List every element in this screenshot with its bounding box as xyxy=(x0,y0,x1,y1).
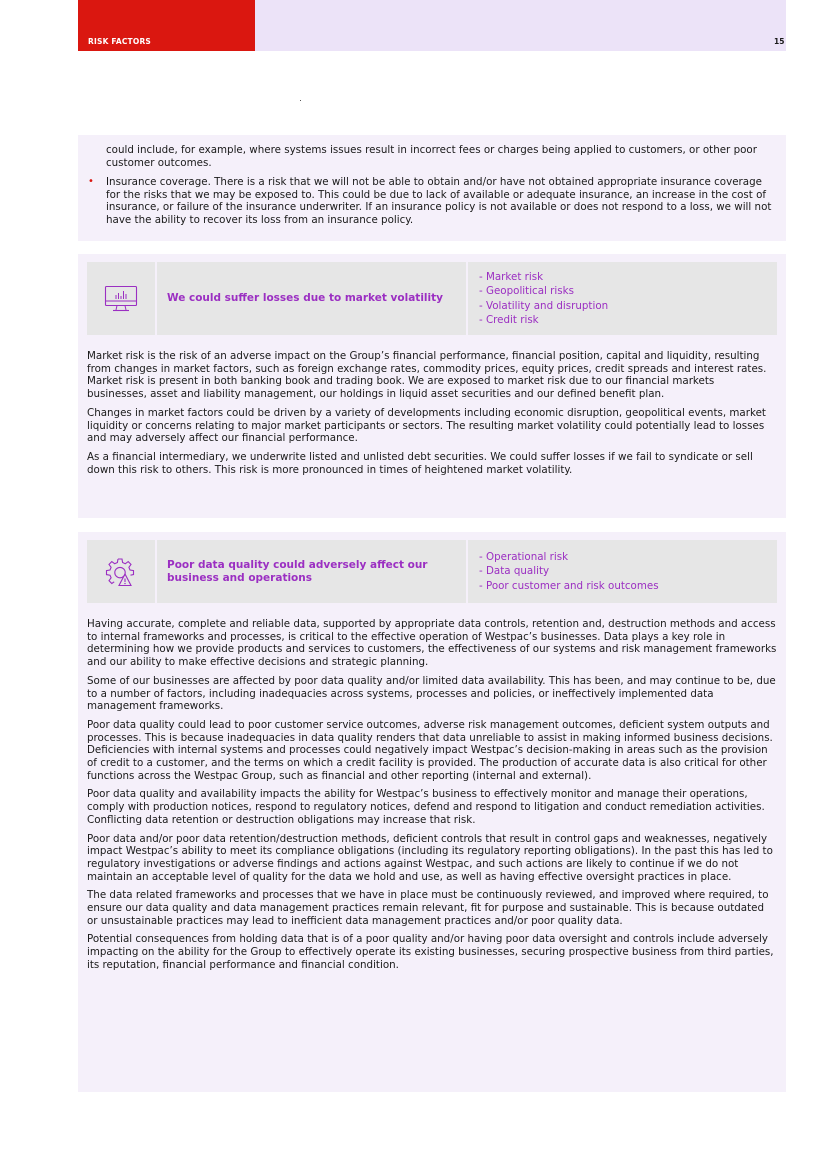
risk-tag: - Data quality xyxy=(479,565,550,578)
body-paragraph: Poor data quality could lead to poor customer service outcomes, adverse risk management outcomes, deficient system outputs and processes. This is because inadequacies in data quality renders that data unreliable to assist in making informed business decisions. Deficiencies with internal systems and processes could negatively impact Westpac’s decision-making in areas such as the provision of credit to a customer, and the terms on which a credit facility is provided. The production of accurate data is also critical for other functions across the Westpac Group, such as financial and other reporting (internal and external). xyxy=(87,718,773,782)
body-paragraph: Poor data and/or poor data retention/destruction methods, deficient controls that result in control gaps and weaknesses, negatively impact Westpac’s ability to meet its compliance obligations (including its regulatory reporting obligations). In the past this has led to regulatory investigations or adverse findings and actions against Westpac, and such actions are likely to continue if we do not maintain an acceptable level of quality for the data we hold and use, as well as having effective oversight practices in place. xyxy=(87,832,773,883)
body-paragraph: Having accurate, complete and reliable data, supported by appropriate data controls, retention and, destruction methods and access to internal frameworks and processes, is critical to the effective operation of Westpac’s businesses. Data plays a key role in determining how we provide products and services to customers, the effectiveness of our systems and risk management frameworks and our ability to make effective decisions and strategic planning. xyxy=(87,618,777,669)
risk-title-cell xyxy=(157,540,466,603)
risk-tag: - Market risk xyxy=(479,270,544,283)
risk-tag: - Geopolitical risks xyxy=(479,285,574,297)
body-paragraph: The data related frameworks and processes that we have in place must be continuously reviewed, and improved where required, to ensure our data quality and data management practices remain relevant, fit for purpose and sustainable. This is because outdated or unsustainable practices may lead to inefficient data management practices and/or poor quality data. xyxy=(87,889,769,927)
body-paragraph: Market risk is the risk of an adverse impact on the Group’s financial performance, financial position, capital and liquidity, resulting from changes in market factors, such as foreign exchange rates, commodity prices, equity prices, credit spreads and interest rates. Market risk is present in both banking book and trading book. We are exposed to market risk due to our financial markets businesses, asset and liability management, our holdings in liquid asset securities and our defined benefit plan. xyxy=(87,350,767,401)
body-paragraph: Some of our businesses are affected by poor data quality and/or limited data availability. This has been, and may continue to be, due to a number of factors, including inadequacies across systems, processes and policies, or ineffectively implemented data management frameworks. xyxy=(87,674,776,713)
body-paragraph: As a financial intermediary, we underwrite listed and unlisted debt securities. We could suffer losses if we fail to syndicate or sell down this risk to others. This risk is more pronounced in times of heightened market volatility. xyxy=(87,450,753,476)
body-paragraph: Changes in market factors could be driven by a variety of developments including economic disruption, geopolitical events, market liquidity or concerns relating to major market participants or sectors. The resulting market volatility could potentially lead to losses and may adversely affect our financial performance. xyxy=(87,406,766,445)
risk-tag: - Operational risk xyxy=(479,550,569,563)
section-label: RISK FACTORS xyxy=(88,37,152,46)
data-quality-body xyxy=(87,618,777,972)
risk-tags xyxy=(468,540,777,603)
market-risk-header xyxy=(87,262,777,335)
continuation-paragraph: could include, for example, where systems issues result in incorrect fees or charges being applied to customers, or other poor customer outcomes. xyxy=(106,144,757,169)
risk-tag: - Credit risk xyxy=(479,314,539,326)
body-paragraph: Poor data quality and availability impacts the ability for Westpac’s business to effectively monitor and manage their operations, comply with production notices, respond to regulatory notices, defend and respond to litigation and conduct remediation activities. Conflicting data retention or destruction obligations may increase that risk. xyxy=(87,788,765,826)
intro-panel xyxy=(78,135,786,241)
risk-title-cell xyxy=(157,262,466,335)
body-paragraph: Potential consequences from holding data that is of a poor quality and/or having poor data oversight and controls include adversely impacting on the ability for the Group to effectively operate its existing businesses, securing prospective business from third parties, its reputation, financial performance and financial condition. xyxy=(87,933,774,971)
stray-mark xyxy=(300,100,301,101)
data-quality-header xyxy=(87,540,777,603)
list-item xyxy=(78,176,778,227)
monitor-chart-icon xyxy=(87,262,155,335)
risk-title: We could suffer losses due to market volatility xyxy=(167,292,443,304)
insurance-bullet-text: Insurance coverage. There is a risk that we will not be able to obtain and/or have not obtained appropriate insurance coverage for the risks that we may be exposed to. This could be due to lack of available or adequate insurance, an increase in the cost of insurance, or failure of the insurance underwriter. If an insurance policy is not available or does not respond to a loss, we will not have the ability to recover its loss from an insurance policy. xyxy=(106,176,772,227)
bullet-icon: • xyxy=(88,176,94,187)
page-number: 15 xyxy=(774,37,785,46)
market-risk-body xyxy=(87,350,777,476)
bullet-list xyxy=(78,176,778,227)
gear-warning-icon xyxy=(87,540,155,603)
risk-tag: - Poor customer and risk outcomes xyxy=(479,579,659,592)
risk-title: Poor data quality could adversely affect our business and operations xyxy=(167,558,428,584)
risk-tag: - Volatility and disruption xyxy=(479,299,609,312)
risk-tags xyxy=(468,262,777,335)
